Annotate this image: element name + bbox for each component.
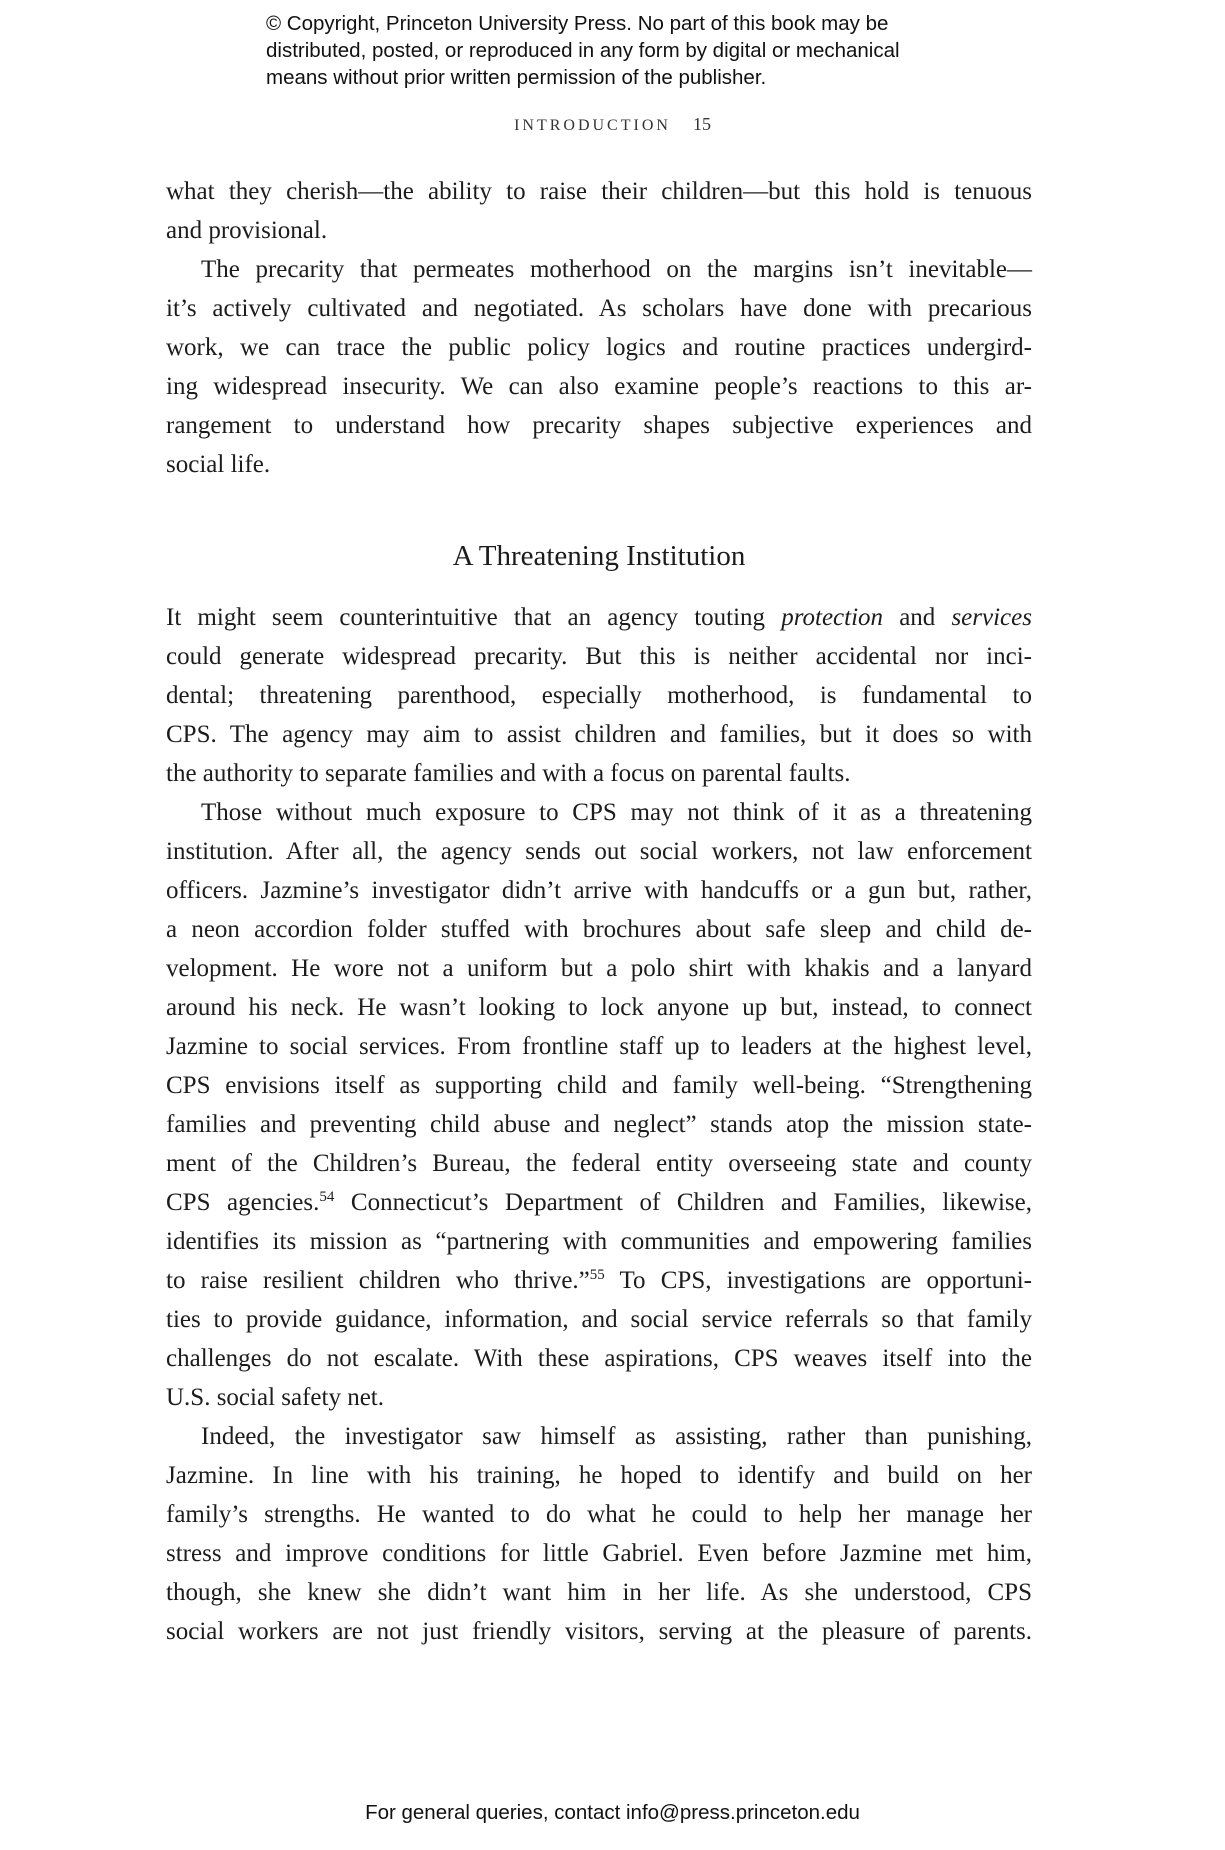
section-heading: A Threatening Institution [452, 540, 746, 572]
text-segment: to raise resilient children who thrive.” [166, 1267, 590, 1294]
text-segment: social life. [166, 451, 271, 478]
text-line [166, 754, 1032, 793]
text-segment: social workers are not just friendly visitors, serving at the pleasure of parents. [166, 1618, 1032, 1645]
page-body [166, 172, 1032, 1651]
text-line [166, 1417, 1032, 1456]
text-segment: Indeed, the investigator saw himself as assisting, rather than punishing, [201, 1423, 1032, 1450]
text-line [166, 715, 1032, 754]
footer-contact: For general queries, contact info@press.princeton.edu [365, 1801, 860, 1824]
text-segment: though, she knew she didn’t want him in her life. As she understood, CPS [166, 1579, 1032, 1606]
text-segment: and [883, 604, 952, 631]
text-line [166, 910, 1032, 949]
text-line [166, 1222, 1032, 1261]
text-line [166, 1612, 1032, 1651]
text-line [166, 289, 1032, 328]
text-line [166, 328, 1032, 367]
text-line [166, 676, 1032, 715]
text-line [166, 793, 1032, 832]
text-line [166, 832, 1032, 871]
text-line [166, 250, 1032, 289]
text-segment: CPS agencies. [166, 1189, 320, 1216]
text-line [166, 211, 1032, 250]
text-segment: rangement to understand how precarity shapes subjective experiences and [166, 412, 1032, 439]
text-line [166, 1183, 1032, 1222]
text-segment: Jazmine to social services. From frontline staff up to leaders at the highest level, [166, 1033, 1032, 1060]
copyright-line: means without prior written permission of the publisher. [266, 66, 767, 89]
text-line [166, 949, 1032, 988]
text-segment: families and preventing child abuse and neglect” stands atop the mission state- [166, 1111, 1032, 1138]
running-head [0, 114, 1225, 135]
text-segment: the authority to separate families and with a focus on parental faults. [166, 760, 851, 787]
text-line [166, 1378, 1032, 1417]
italic-text: services [951, 604, 1032, 631]
text-line [166, 1300, 1032, 1339]
text-segment: The precarity that permeates motherhood on the margins isn’t inevitable— [201, 256, 1032, 283]
text-line [166, 1456, 1032, 1495]
text-segment: Connecticut’s Department of Children and Families, likewise, [334, 1189, 1032, 1216]
text-segment: ties to provide guidance, information, and social service referrals so that family [166, 1306, 1032, 1333]
copyright-line: distributed, posted, or reproduced in any form by digital or mechanical [266, 39, 900, 62]
text-line [166, 1105, 1032, 1144]
paragraph [166, 172, 1032, 250]
text-segment: stress and improve conditions for little Gabriel. Even before Jazmine met him, [166, 1540, 1032, 1567]
text-segment: it’s actively cultivated and negotiated. As scholars have done with precarious [166, 295, 1032, 322]
text-segment: CPS envisions itself as supporting child and family well-being. “Strengthening [166, 1072, 1032, 1099]
text-segment: velopment. He wore not a uniform but a polo shirt with khakis and a lanyard [166, 955, 1032, 982]
text-segment: could generate widespread precarity. But this is neither accidental nor inci- [166, 643, 1032, 670]
text-segment: ment of the Children’s Bureau, the federal entity overseeing state and county [166, 1150, 1032, 1177]
text-segment: identifies its mission as “partnering with communities and empowering families [166, 1228, 1032, 1255]
text-line [166, 1261, 1032, 1300]
text-segment: challenges do not escalate. With these aspirations, CPS weaves itself into the [166, 1345, 1032, 1372]
text-segment: It might seem counterintuitive that an agency touting [166, 604, 782, 631]
text-segment: U.S. social safety net. [166, 1384, 385, 1411]
text-segment: To CPS, investigations are opportuni- [604, 1267, 1033, 1294]
text-segment: Jazmine. In line with his training, he hoped to identify and build on her [166, 1462, 1032, 1489]
text-line [166, 1495, 1032, 1534]
paragraph [166, 598, 1032, 793]
running-head-title: INTRODUCTION [514, 117, 671, 134]
text-segment: family’s strengths. He wanted to do what he could to help her manage her [166, 1501, 1032, 1528]
copyright-notice [266, 10, 900, 91]
text-line [166, 1534, 1032, 1573]
text-segment: CPS. The agency may aim to assist children and families, but it does so with [166, 721, 1032, 748]
text-line [166, 988, 1032, 1027]
footnote-marker: 55 [589, 1267, 605, 1283]
text-segment: what they cherish—the ability to raise their children—but this hold is tenuous [166, 178, 1032, 205]
text-line [166, 445, 1032, 484]
footnote-marker: 54 [319, 1189, 335, 1205]
text-segment: a neon accordion folder stuffed with brochures about safe sleep and child de- [166, 916, 1032, 943]
text-line [166, 1027, 1032, 1066]
text-segment: institution. After all, the agency sends out social workers, not law enforcement [166, 838, 1032, 865]
paragraph [166, 1417, 1032, 1651]
text-segment: dental; threatening parenthood, especially motherhood, is fundamental to [166, 682, 1032, 709]
text-line [166, 367, 1032, 406]
text-segment: work, we can trace the public policy logics and routine practices undergird- [166, 334, 1032, 361]
text-segment: officers. Jazmine’s investigator didn’t arrive with handcuffs or a gun but, rather, [166, 877, 1032, 904]
text-line [166, 1573, 1032, 1612]
text-line [166, 1339, 1032, 1378]
paragraph [166, 793, 1032, 1417]
text-line [166, 871, 1032, 910]
text-segment: ing widespread insecurity. We can also examine people’s reactions to this ar- [166, 373, 1032, 400]
paragraph [166, 250, 1032, 484]
italic-text: protection [781, 604, 884, 631]
text-line [166, 637, 1032, 676]
text-line [166, 172, 1032, 211]
text-line [166, 1066, 1032, 1105]
text-segment: and provisional. [166, 217, 328, 244]
text-line [166, 406, 1032, 445]
text-segment: Those without much exposure to CPS may not think of it as a threatening [201, 799, 1032, 826]
page-number: 15 [692, 114, 711, 134]
text-line [166, 1144, 1032, 1183]
text-line [166, 598, 1032, 637]
text-segment: around his neck. He wasn’t looking to lock anyone up but, instead, to connect [166, 994, 1032, 1021]
copyright-line: © Copyright, Princeton University Press. No part of this book may be [266, 12, 889, 35]
